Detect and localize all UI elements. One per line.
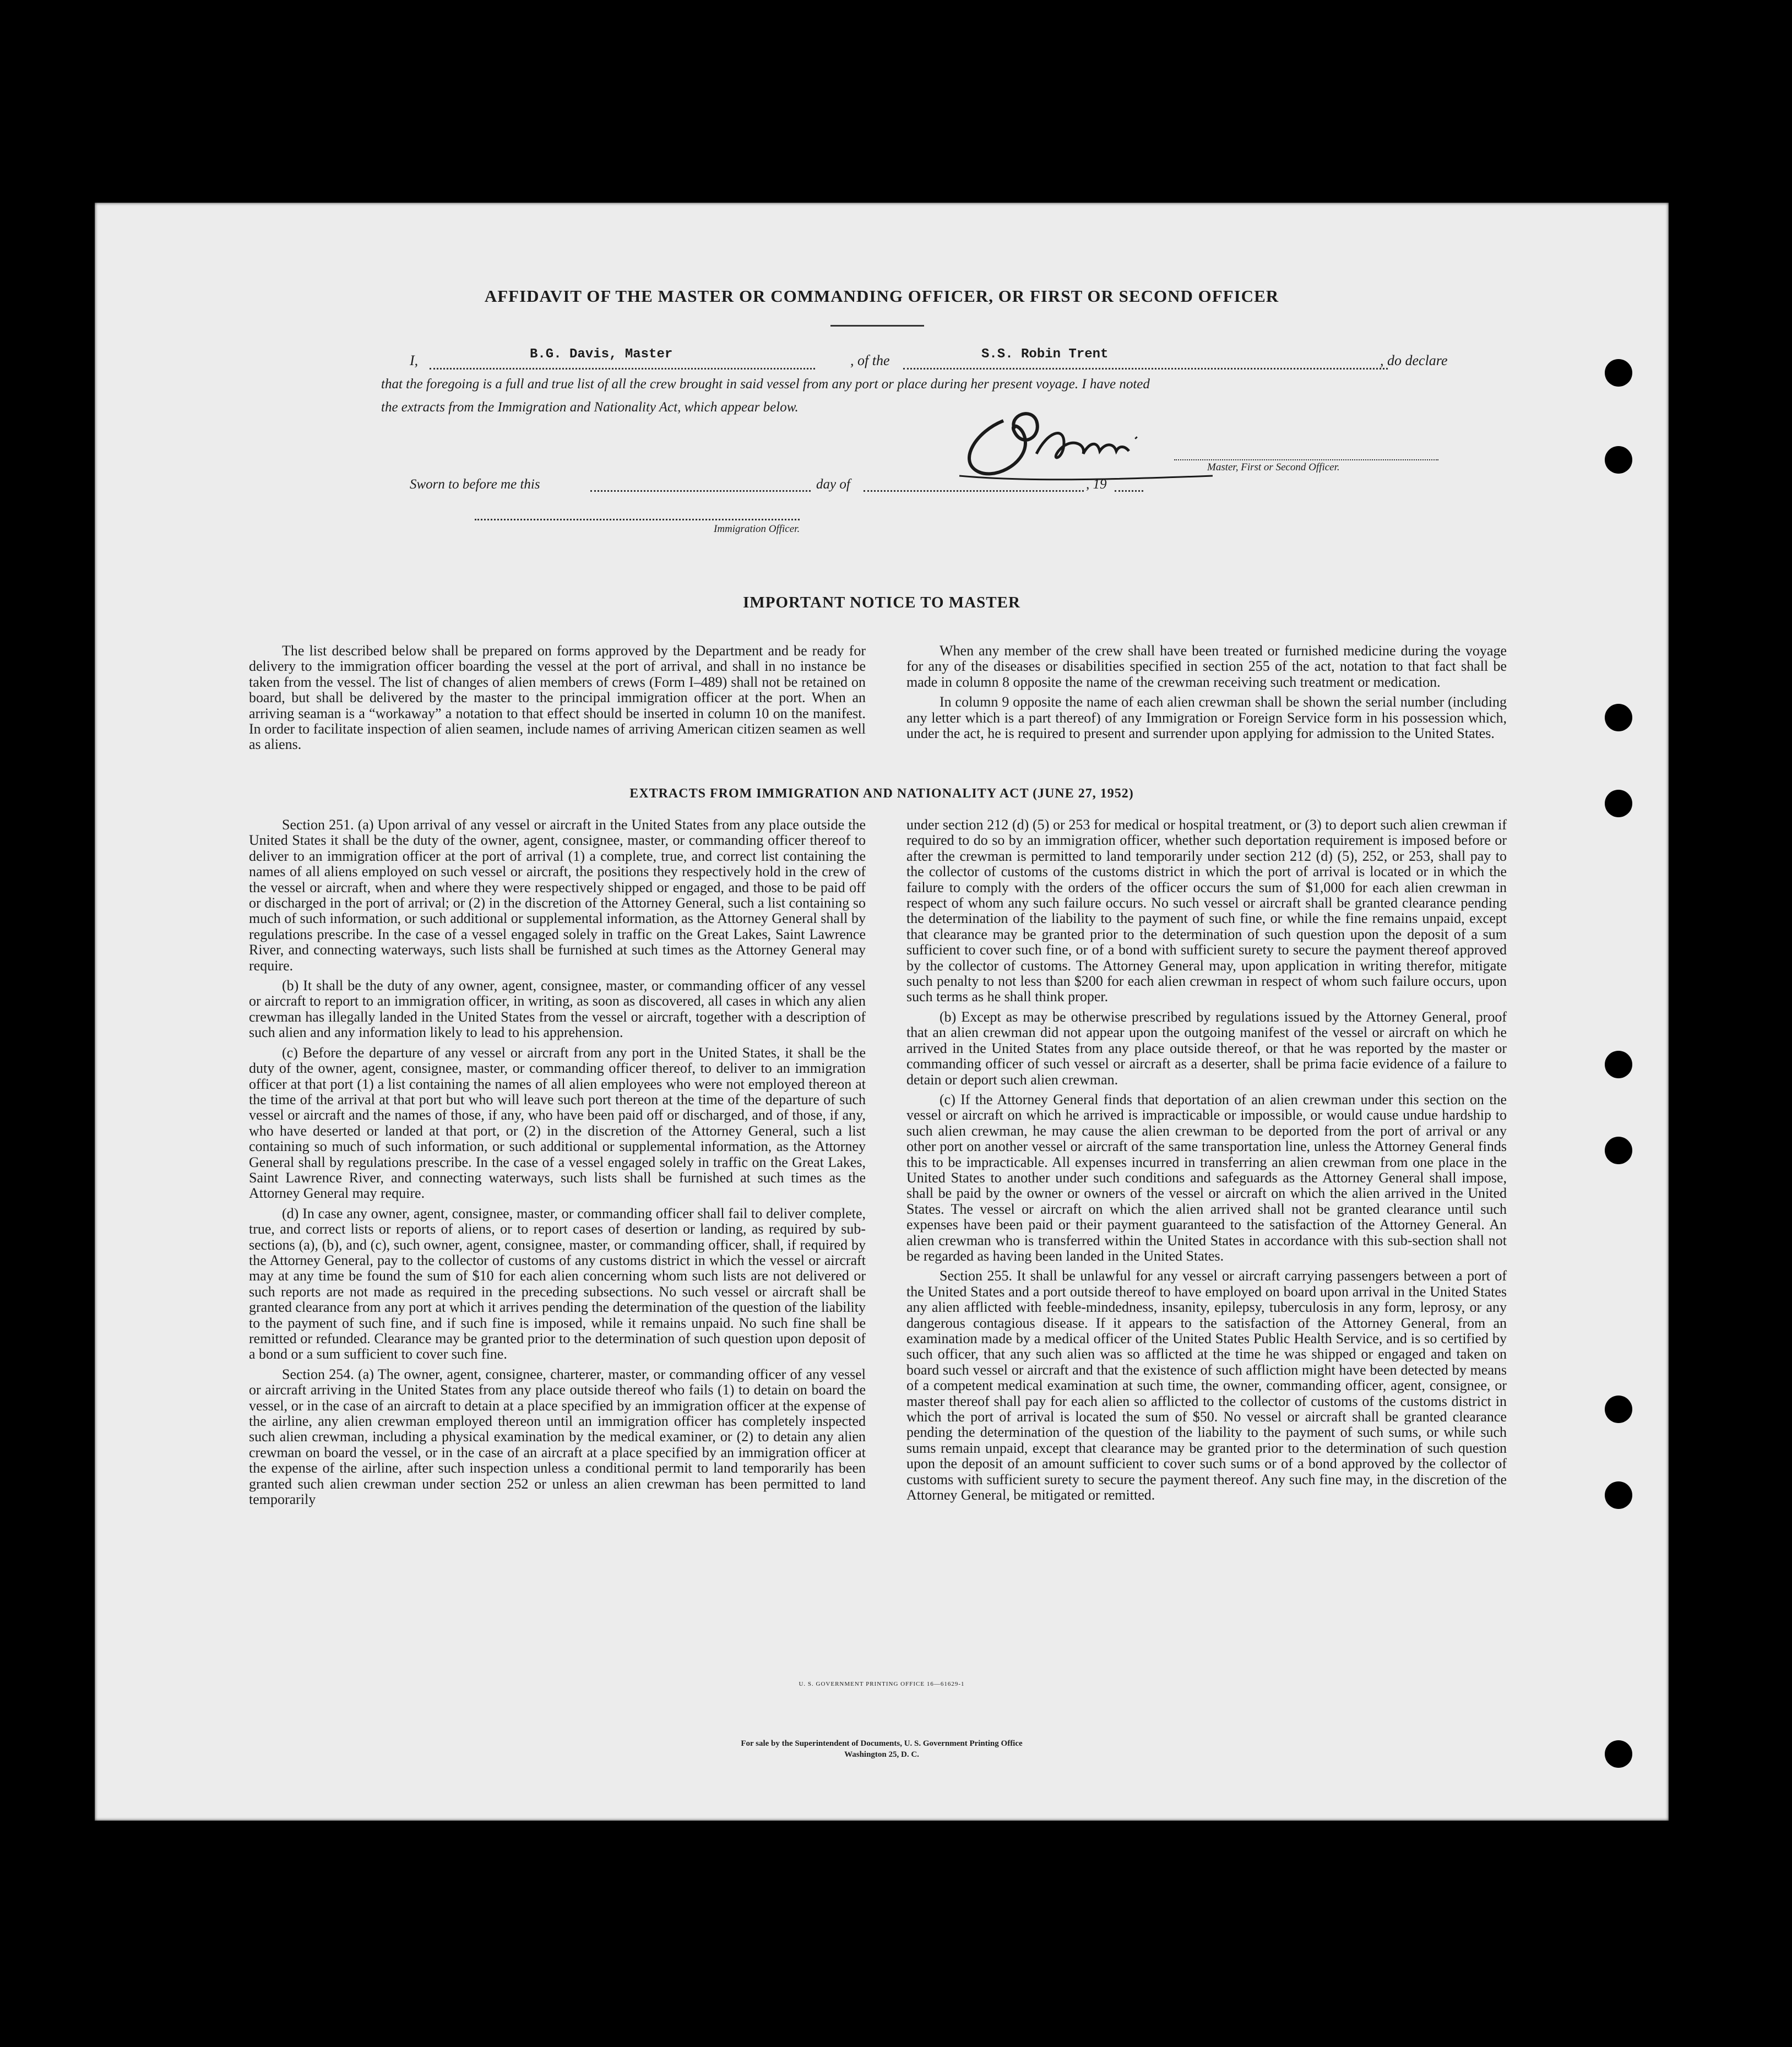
section-254-a-continued: under section 212 (d) (5) or 253 for medical or hospital treatment, or (3) to deport such alien crewman if required to do so by an immigration officer, whether such deportation requirement is imposed before or after the crewman is permitted to land temporarily under section 212 (d) (5), 252, or 253, shall pay to the collector of customs of the customs district in which the port of arrival is located or in which the failure to comply with the orders of the officer occurs the sum of $1,000 for each alien crewman in respect of whom any such failure occurs. No such vessel or aircraft shall be granted clearance pending the determination of the liability to the payment of such fine, or while the fine remains unpaid, except that clearance may be granted prior to the determination of such question upon the deposit of a sum sufficient to cover such fine, or of a bond with sufficient surety to secure the payment thereof approved by the collector of customs. The Attorney General may, upon application in writing therefor, mitigate such penalty to not less than $200 for each alien crewman in respect of whom such failure occurs, upon such terms as he shall think proper. — [906, 817, 1507, 1005]
affidavit-heading: AFFIDAVIT OF THE MASTER OR COMMANDING OFFICER, OR FIRST OR SECOND OFFICER — [484, 286, 1279, 306]
sale-notice-line-1: For sale by the Superintendent of Documents, U. S. Government Printing Office — [741, 1739, 1023, 1748]
month-line — [864, 490, 1084, 492]
signature-line — [1174, 459, 1438, 460]
punch-hole-6 — [1605, 1137, 1632, 1164]
notice-right-column — [906, 643, 1507, 741]
vessel-name-line — [903, 368, 1388, 370]
punch-hole-2 — [1605, 446, 1632, 474]
section-255: Section 255. It shall be unlawful for any vessel or aircraft carrying passengers between a port of the United States and a port outside thereof to have employed on board upon arrival in the United States any alien afflicted with feeble-mindedness, insanity, epilepsy, tuberculosis in any form, leprosy, or any dangerous contagious disease. If it appears to the satisfaction of the Attorney General, from an examination made by a medical officer of the United States Public Health Service, and is so certified by such officer, that any such alien was so afflicted at the time he was shipped or engaged and taken on board such vessel or aircraft and that the existence of such affliction might have been detected by means of a competent medical examination at such time, the owner, commanding officer, agent, consignee, or master thereof shall pay for each alien so afflicted to the collector of customs of the customs district in which the port of arrival is located the sum of $50. No vessel or aircraft shall be granted clearance pending the determination of the question of the liability to the payment of such sums, or while such sums remain unpaid, except that clearance may be granted prior to the determination of such question upon the deposit of an amount sufficient to cover such sums or of a bond approved by the collector of customs with sufficient surety to secure the payment thereof. Any such fine may, in the discretion of the Attorney General, be mitigated or remitted. — [906, 1268, 1507, 1503]
year-line — [1115, 490, 1143, 492]
master-name-field[interactable]: B.G. Davis, Master — [530, 347, 673, 362]
section-251-b: (b) It shall be the duty of any owner, agent, consignee, master, or commanding officer of any vessel or aircraft to report to an immigration officer, in writing, as soon as discovered, all cases in which any alien crewman has illegally landed in the United States from the vessel or aircraft, together with a description of such alien and any information likely to lead to his apprehension. — [249, 978, 866, 1041]
notice-left-column — [249, 643, 866, 753]
punch-hole-3 — [1605, 704, 1632, 731]
affidavit-statement-line: that the foregoing is a full and true list of all the crew brought in said vessel from any port or place during her present voyage. I have noted — [381, 377, 1150, 392]
year-label: , 19 — [1086, 477, 1107, 492]
notice-right-paragraph-1: When any member of the crew shall have been treated or furnished medicine during the voyage for any of the diseases or disabilities specified in section 255 of the act, notation to that fact shall be made in column 8 opposite the name of the crewman receiving such treatment or medication. — [906, 643, 1507, 690]
heading-rule — [830, 325, 924, 327]
punch-hole-5 — [1605, 1051, 1632, 1078]
immigration-officer-line — [475, 519, 800, 520]
section-251-d: (d) In case any owner, agent, consignee, master, or commanding officer shall fail to deliver complete, true, and correct lists or reports of aliens, or to report cases of desertion or landing, as required by sub-sections (a), (b), and (c), such owner, agent, consignee, master, or commanding officer, shall, if required by the Attorney General, pay to the collector of customs of any customs district in which the vessel or aircraft may at any time be found the sum of $10 for each alien concerning whom such lists are not delivered or such reports are not made as required in the preceding subsections. No such vessel or aircraft shall be granted clearance from any port at which it arrives pending the determination of the question of the liability to the payment of such fine, and if such fine is imposed, while it remains unpaid. No such fine shall be remitted or refunded. Clearance may be granted prior to the determination of such question upon deposit of a bond or a sum sufficient to cover such fine. — [249, 1205, 866, 1362]
signature-caption: Master, First or Second Officer. — [1207, 461, 1340, 473]
section-254-b: (b) Except as may be otherwise prescribed by regulations issued by the Attorney General, proof that an alien crewman did not appear upon the outgoing manifest of the vessel or aircraft on which he arrived in the United States from any place outside thereof, or that he was reported by the master or commanding officer of such vessel or aircraft as a deserter, shall be prima facie evidence of a failure to detain or deport such alien crewman. — [906, 1008, 1507, 1088]
extracts-left-column — [249, 817, 866, 1507]
sworn-label: Sworn to before me this — [410, 477, 540, 492]
section-254-a: Section 254. (a) The owner, agent, consignee, charterer, master, or commanding officer of any vessel or aircraft arriving in the United States from any place outside thereof who fails (1) to detain on board the vessel, or in the case of an aircraft to detain at a place specified by an immigration officer at the expense of the airline, any alien crewman employed thereon until an immigration officer has completely inspected such alien crewman, including a physical examination by the medical examiner, or (2) to detain any alien crewman on board the vessel, or in the case of an aircraft at a place specified by an immigration officer at the expense of the airline, after such inspection unless a conditional permit to land temporarily has been granted such alien crewman under section 252 or unless an alien crewman has been permitted to land temporarily — [249, 1366, 866, 1508]
notice-left-paragraph: The list described below shall be prepared on forms approved by the Department and be ready for delivery to the immigration officer boarding the vessel at the port of arrival, and shall in no instance be taken from the vessel. The list of changes of alien members of crews (Form I–489) shall not be retained on board, but shall be delivered by the master to the principal immigration officer at the port. When an arriving seaman is a “workaway” a notation to that effect should be inserted in column 10 on the manifest. In order to facilitate inspection of alien seamen, include names of arriving American citizen seamen as well as aliens. — [249, 643, 866, 753]
sale-notice-line-2: Washington 25, D. C. — [844, 1750, 919, 1759]
punch-hole-8 — [1605, 1481, 1632, 1509]
notice-heading: IMPORTANT NOTICE TO MASTER — [743, 594, 1020, 611]
notice-right-paragraph-2: In column 9 opposite the name of each alien crewman shall be shown the serial number (including any letter which is a part thereof) of any Immigration or Foreign Service form in his possession which, under the act, he is required to present and surrender upon applying for admission to the United States. — [906, 694, 1507, 742]
do-declare-label: , do declare — [1380, 352, 1448, 368]
affidavit-i-label: I, — [410, 352, 419, 368]
punch-hole-7 — [1605, 1396, 1632, 1423]
of-the-label: , of the — [850, 352, 890, 368]
vessel-name-field[interactable]: S.S. Robin Trent — [981, 347, 1109, 362]
immigration-officer-caption: Immigration Officer. — [714, 523, 800, 535]
master-name-line — [430, 368, 815, 370]
day-of-label: day of — [816, 477, 850, 492]
affidavit-extracts-line: the extracts from the Immigration and Nationality Act, which appear below. — [381, 400, 799, 415]
printer-imprint: U. S. GOVERNMENT PRINTING OFFICE 16—61629-1 — [799, 1681, 965, 1687]
section-251-a: Section 251. (a) Upon arrival of any vessel or aircraft in the United States from any place outside the United States it shall be the duty of the owner, agent, consignee, master, or commanding officer thereof to deliver to an immigration officer at the port of arrival (1) a complete, true, and correct list containing the names of all aliens employed on such vessel or aircraft, the positions they respectively hold in the crew of the vessel or aircraft, when and where they were respectively shipped or engaged, and those to be paid off or discharged in the port of arrival; or (2) in the discretion of the Attorney General, such a list containing so much of such information, or such additional or supplemental information, as the Attorney General shall by regulations prescribe. In the case of a vessel engaged solely in traffic on the Great Lakes, Saint Lawrence River, and connecting waterways, such lists shall be furnished at such times as the Attorney General may require. — [249, 817, 866, 974]
extracts-heading: EXTRACTS FROM IMMIGRATION AND NATIONALITY ACT (JUNE 27, 1952) — [629, 786, 1134, 801]
sworn-date-line — [590, 490, 811, 492]
section-251-c: (c) Before the departure of any vessel or aircraft from any port in the United States, it shall be the duty of the owner, agent, consignee, master, or commanding officer thereof, to deliver to an immigration officer at that port (1) a list containing the names of all alien employees who were not employed thereon at the time of the arrival at that port but who will leave such port thereon at the time of the departure of such vessel or aircraft and the names of those, if any, who have been paid off or discharged, and of those, if any, who have deserted or landed at that port, or (2) in the discretion of the Attorney General, such a list containing so much of such information, or such additional or supplemental information, as the Attorney General shall by regulations prescribe. In the case of a vessel engaged solely in traffic on the Great Lakes, Saint Lawrence River, and connecting waterways, such lists shall be furnished at such times as the Attorney General may require. — [249, 1044, 866, 1202]
form-page — [95, 203, 1669, 1821]
extracts-right-column — [906, 817, 1507, 1503]
punch-hole-1 — [1605, 359, 1632, 387]
section-254-c: (c) If the Attorney General finds that deportation of an alien crewman under this section on the vessel or aircraft on which he arrived is impracticable or impossible, or would cause undue hardship to such alien crewman, he may cause the alien crewman to be deported from the port of arrival or any other port on another vessel or aircraft of the same transportation line, unless the Attorney General finds this to be impracticable. All expenses incurred in transferring an alien crewman from one place in the United States to another under such conditions and safeguards as the Attorney General shall impose, shall be paid by the owner or owners of the vessel or aircraft on which the alien arrived in the United States. The vessel or aircraft on which the alien arrived shall not be granted clearance until such expenses have been paid or their payment guaranteed to the satisfaction of the Attorney General. An alien crewman who is transferred within the United States in accordance with this sub-section shall not be regarded as having been landed in the United States. — [906, 1091, 1507, 1264]
